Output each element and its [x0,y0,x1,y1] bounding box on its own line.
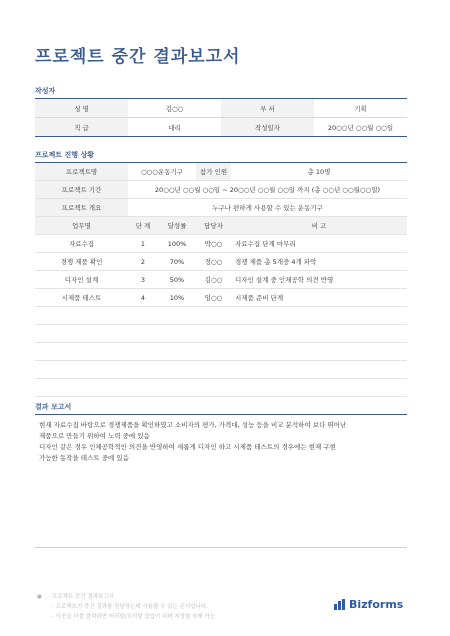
task-note: 경쟁 제품 총 5개중 4개 파악 [235,258,317,266]
department-label: 부 서 [221,99,314,118]
task-name [35,361,128,379]
task-name: 시제품 테스트 [61,294,102,302]
task-rate [158,343,196,361]
task-row [35,361,407,379]
task-rate: 10% [169,293,185,302]
task-note [231,325,407,343]
result-line: 현재 자료수집 바탕으로 경쟁제품을 확인하였고 소비자의 평가, 가격대, 성능 등을 비교 분석하여 보다 뛰어난 [39,421,347,429]
rank-value: 대리 [168,123,181,132]
people-label [196,163,231,181]
task-stage: 3 [140,275,146,284]
task-note: 시제품 준비 단계 [235,294,284,302]
task-row [35,253,407,271]
project-overview-row [35,199,407,217]
task-rate: 50% [169,275,185,284]
task-rate [158,325,196,343]
footer-line: - 프로젝트의 중간 결과를 전달하는데 사용할 수 있는 문서입니다. [52,604,208,610]
task-rate [158,379,196,397]
task-row [35,343,407,361]
task-rate: 70% [169,257,185,266]
task-note: 디자인 설계 중 인체공학 의견 반영 [235,276,334,284]
task-stage [128,397,158,415]
bizforms-logo-text: Bizforms [349,598,404,611]
project-period-label: 프로젝트 기간 [35,181,128,199]
footer-bullet-icon: ● [37,594,42,600]
task-name [35,307,128,325]
task-name: 자료수집 [68,240,95,248]
task-row [35,307,407,325]
task-owner: 김○○ [204,276,223,284]
task-note [231,343,407,361]
task-owner [196,307,231,325]
task-row [35,289,407,307]
task-header-rate: 달성률 [158,217,196,235]
task-note [231,307,407,325]
result-text [35,415,407,464]
task-stage [128,343,158,361]
task-rate [158,307,196,325]
footer-note [52,592,215,622]
result-line: 디자인 같은 경우 인체공학적인 의견을 반영하여 새롭게 디자인 하고 시제품 테스트의 경우에는 현재 구현 [39,443,336,451]
bizforms-logo-icon [334,599,346,610]
project-name-row [35,163,407,181]
task-owner [196,361,231,379]
task-row [35,235,407,253]
task-name [35,379,128,397]
name-value: 김○○ [165,104,184,113]
date-value: 20○○년 ○○월 ○○일 [327,123,394,132]
task-stage [128,361,158,379]
task-name [35,343,128,361]
author-row [35,99,407,118]
document-title: 프로젝트 중간 결과보고서 [35,47,241,67]
author-section-label: 작성자 [35,87,56,95]
status-section-label: 프로젝트 진행 상황 [35,151,94,159]
task-stage: 1 [140,239,146,248]
project-name-label: 프로젝트명 [35,163,128,181]
result-line: 제품으로 만들기 위하여 노력 중에 있음 [39,432,150,440]
footer-line: - 이곳을 더블 클릭하면 머리말/꼬리말 삽입이 되며 지정할 삭제 가능 [52,614,216,620]
rank-label: 직 급 [35,118,128,137]
task-owner: 정○○ [204,258,223,266]
task-row [35,397,407,415]
task-header-name: 업무명 [35,217,128,235]
task-rate: 100% [167,239,187,248]
task-owner [196,397,231,415]
task-owner: 박○○ [204,240,223,248]
footer-line: 프로젝트 중간 결과보고서 [52,594,114,600]
task-note [231,379,407,397]
result-line: 가능한 동작을 테스트 중에 있음 [39,454,129,462]
task-name: 경쟁 제품 확인 [60,258,103,266]
project-name-value: ○○○운동기구 [140,168,184,176]
task-header-stage: 단 계 [128,217,158,235]
status-table [35,162,407,415]
task-rate [158,397,196,415]
task-row [35,379,407,397]
project-period-row [35,181,407,199]
task-stage: 4 [140,293,146,302]
task-note [231,361,407,379]
project-overview-label: 프로젝트 개요 [35,199,128,217]
task-row [35,325,407,343]
task-stage [128,325,158,343]
task-row [35,271,407,289]
task-owner: 임○○ [204,294,223,302]
task-stage [128,307,158,325]
name-label: 성 명 [35,99,128,118]
people-value: 총 10명 [307,168,331,176]
task-note [231,397,407,415]
result-box [35,414,407,548]
bizforms-logo [334,598,403,611]
task-note: 자료수집 단계 마무리 [235,240,296,248]
project-overview-value: 누구나 편하게 사용할 수 있는 운동기구 [212,204,323,212]
task-owner [196,343,231,361]
task-name [35,325,128,343]
department-value: 기획 [354,104,367,113]
author-table [35,98,407,137]
date-label: 작성일자 [221,118,314,137]
task-name: 디자인 설계 [64,276,99,284]
task-rate [158,361,196,379]
task-owner [196,325,231,343]
project-period-value: 20○○년 ○○월 ○○일 ~ 20○○년 ○○월 ○○일 까지 (총 ○○년 ○○월○○일) [154,186,381,194]
task-owner [196,379,231,397]
task-list [35,235,407,415]
result-section-label: 결과 보고서 [35,403,72,411]
task-header-note: 비 고 [231,217,407,235]
task-header-row [35,217,407,235]
task-stage: 2 [140,257,146,266]
author-row [35,118,407,137]
task-header-owner: 담당자 [196,217,231,235]
task-stage [128,379,158,397]
people-label-text: 참가 인원 [199,168,228,176]
